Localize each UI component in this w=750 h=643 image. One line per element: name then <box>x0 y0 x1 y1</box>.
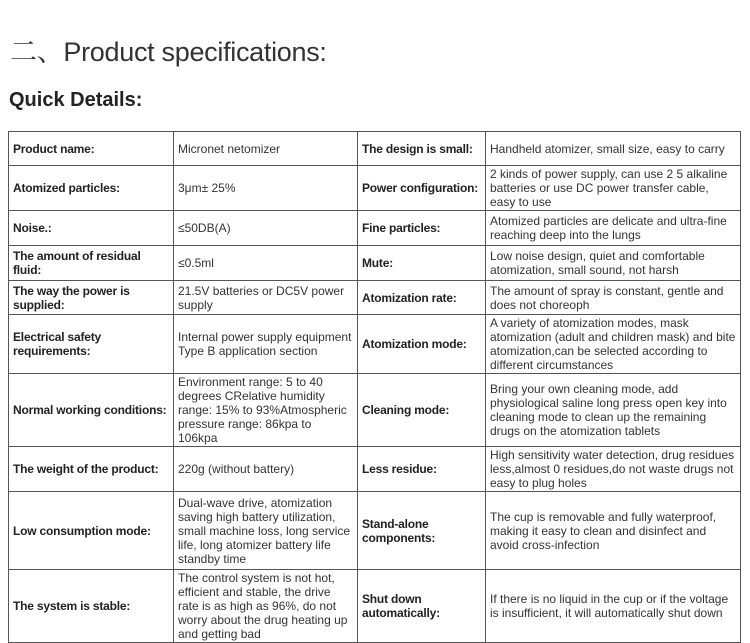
spec-label: The amount of residual fluid: <box>9 246 174 281</box>
table-row <box>9 246 741 281</box>
spec-value: The cup is removable and fully waterproof, making it easy to clean and disinfect and avoid cross-infection <box>486 492 741 570</box>
spec-value: 2 kinds of power supply, can use 2 5 alkaline batteries or use DC power transfer cable, easy to use <box>486 166 741 211</box>
table-row <box>9 447 741 492</box>
spec-label: The system is stable: <box>9 570 174 643</box>
spec-label: Noise.: <box>9 211 174 246</box>
page-title: 二、Product specifications: <box>10 37 327 67</box>
spec-label: Cleaning mode: <box>358 374 486 447</box>
table-row <box>9 492 741 570</box>
spec-label: Atomization rate: <box>358 281 486 315</box>
spec-value: Low noise design, quiet and comfortable atomization, small sound, not harsh <box>486 246 741 281</box>
spec-label: Stand-alone components: <box>358 492 486 570</box>
spec-label: Shut down automatically: <box>358 570 486 643</box>
spec-label: Low consumption mode: <box>9 492 174 570</box>
spec-value: A variety of atomization modes, mask atomization (adult and children mask) and bite atomization,can be selected according to different circumstances <box>486 315 741 374</box>
spec-label: Mute: <box>358 246 486 281</box>
spec-value: If there is no liquid in the cup or if the voltage is insufficient, it will automatically shut down <box>486 570 741 643</box>
spec-value: The amount of spray is constant, gentle and does not choreoph <box>486 281 741 315</box>
spec-label: Atomized particles: <box>9 166 174 211</box>
spec-value: Atomized particles are delicate and ultra-fine reaching deep into the lungs <box>486 211 741 246</box>
spec-value: 220g (without battery) <box>174 447 358 492</box>
spec-value: Micronet netomizer <box>174 132 358 166</box>
table-row <box>9 570 741 643</box>
table-row <box>9 132 741 166</box>
spec-label: The design is small: <box>358 132 486 166</box>
spec-value: High sensitivity water detection, drug residues less,almost 0 residues,do not waste drugs not easy to plug holes <box>486 447 741 492</box>
spec-label: Less residue: <box>358 447 486 492</box>
spec-value: 3μm± 25% <box>174 166 358 211</box>
spec-value: Bring your own cleaning mode, add physiological saline long press open key into cleaning mode to clean up the remaining drugs on the atomization tablets <box>486 374 741 447</box>
spec-value: ≤50DB(A) <box>174 211 358 246</box>
spec-value: Environment range: 5 to 40 degrees CRelative humidity range: 15% to 93%Atmospheric pressure range: 86kpa to 106kpa <box>174 374 358 447</box>
table-row <box>9 374 741 447</box>
spec-table <box>8 131 741 643</box>
spec-label: Atomization mode: <box>358 315 486 374</box>
table-row <box>9 281 741 315</box>
table-row <box>9 315 741 374</box>
spec-label: Product name: <box>9 132 174 166</box>
spec-value: Dual-wave drive, atomization saving high battery utilization, small machine loss, long service life, long atomizer battery life standby time <box>174 492 358 570</box>
spec-label: Normal working conditions: <box>9 374 174 447</box>
spec-value: Internal power supply equipment Type B application section <box>174 315 358 374</box>
spec-value: The control system is not hot, efficient and stable, the drive rate is as high as 96%, do not worry about the drug heating up and getting bad <box>174 570 358 643</box>
spec-label: The way the power is supplied: <box>9 281 174 315</box>
spec-label: The weight of the product: <box>9 447 174 492</box>
section-subtitle: Quick Details: <box>9 89 143 111</box>
spec-value: Handheld atomizer, small size, easy to carry <box>486 132 741 166</box>
spec-label: Fine particles: <box>358 211 486 246</box>
spec-label: Power configuration: <box>358 166 486 211</box>
table-row <box>9 211 741 246</box>
spec-value: ≤0.5ml <box>174 246 358 281</box>
table-row <box>9 166 741 211</box>
spec-value: 21.5V batteries or DC5V power supply <box>174 281 358 315</box>
spec-label: Electrical safety requirements: <box>9 315 174 374</box>
